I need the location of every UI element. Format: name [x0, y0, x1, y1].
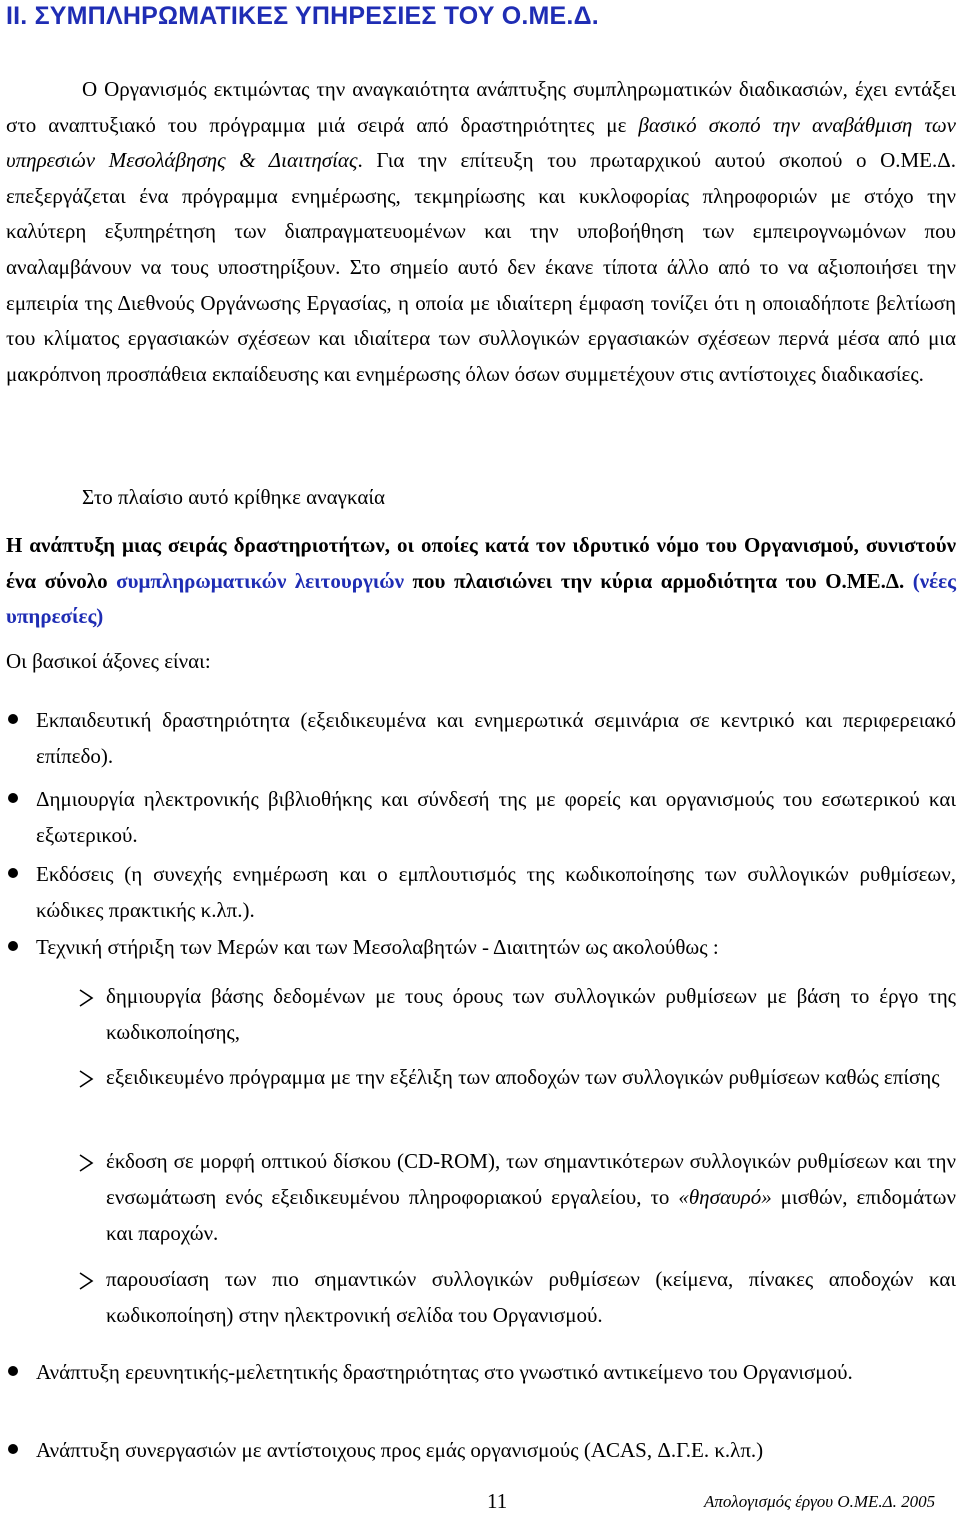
- arrow-bullet-icon: [78, 1271, 94, 1291]
- bullet-icon: [8, 1366, 18, 1376]
- list-item-research: Ανάπτυξη ερευνητικής-μελετητικής δραστηριότητας στο γνωστικό αντικείμενο του Οργανισμού.: [36, 1360, 853, 1384]
- list-item-library: Δημιουργία ηλεκτρονικής βιβλιοθήκης και σύνδεσή της με φορείς και οργανισμούς του εσωτερικού και εξωτερικού.: [36, 787, 956, 847]
- bullet-icon: [8, 941, 18, 951]
- subitem-database: δημιουργία βάσης δεδομένων με τους όρους των συλλογικών ρυθμίσεων με βάση το έργο της κωδικοποίησης,: [106, 984, 956, 1044]
- framework-line: Στο πλαίσιο αυτό κρίθηκε αναγκαία: [82, 485, 386, 509]
- bold-paragraph: [6, 528, 956, 635]
- intro-paragraph: [6, 72, 956, 392]
- intro-italic-text: βασικό σκοπό την αναβάθμιση των υπηρεσιών Μεσολάβησης & Διαιτησίας: [6, 112, 956, 173]
- section-heading: ΙΙ. ΣΥΜΠΛΗΡΩΜΑΤΙΚΕΣ ΥΠΗΡΕΣΙΕΣ ΤΟΥ Ο.ΜΕ.Δ.: [6, 2, 599, 30]
- new-services-highlight: (νέες υπηρεσίες): [6, 568, 956, 629]
- page-number: 11: [487, 1489, 508, 1513]
- bullet-icon: [8, 868, 18, 878]
- bullet-icon: [8, 793, 18, 803]
- subitem-program: εξειδικευμένο πρόγραμμα με την εξέλιξη των αποδοχών των συλλογικών ρυθμίσεων καθώς επίσης: [106, 1065, 940, 1089]
- bold-text-2: που πλαισιώνει την κύρια αρμοδιότητα του Ο.ΜΕ.Δ.: [404, 568, 913, 593]
- list-item-technical-support: Τεχνική στήριξη των Μερών και των Μεσολαβητών - Διαιτητών ως ακολούθως :: [36, 935, 719, 959]
- intro-text-2: . Για την επίτευξη του πρωταρχικού αυτού σκοπού ο Ο.ΜΕ.Δ. επεξεργάζεται ένα πρόγραμμα ενημέρωσης, τεκμηρίωσης και κυκλοφορίας πληροφοριών με στόχο την καλύτερη εξυπηρέτηση των διαπραγματευομένων και την υποβοήθηση των εμπειρογνωμόνων που αναλαμβάνουν να τους υποστηρίξουν. Στο σημείο αυτό δεν έκανε τίποτα άλλο από το να αξιοποιήσει την εμπειρία της Διεθνούς Οργάνωσης Εργασίας, η οποία με ιδιαίτερη έμφαση τονίζει ότι η οποιαδήποτε βελτίωση του κλίματος εργασιακών σχέσεων και ιδιαίτερα των συλλογικών εργασιακών σχέσεων περνά μέσα από μια μακρόπνοη προσπάθεια εκπαίδευσης και ενημέρωσης όλων όσων συμμετέχουν στις αντίστοιχες διαδικασίες.: [6, 148, 956, 386]
- supplementary-functions-highlight: συμπληρωματικών λειτουργιών: [116, 568, 405, 593]
- list-item-education: Εκπαιδευτική δραστηριότητα (εξειδικευμένα και ενημερωτικά σεμινάρια σε κεντρικό και περιφερειακό επίπεδο).: [36, 708, 956, 768]
- list-item-publications: Εκδόσεις (η συνεχής ενημέρωση και ο εμπλουτισμός της κωδικοποίησης των συλλογικών ρυθμίσεων, κώδικες πρακτικής κ.λπ.).: [36, 862, 956, 922]
- footer-report-title: Απολογισμός έργου Ο.ΜΕ.Δ. 2005: [704, 1492, 936, 1511]
- arrow-bullet-icon: [78, 1069, 94, 1089]
- subitem-cdrom-text-2: μισθών, επιδομάτων και παροχών.: [106, 1185, 956, 1245]
- bullet-icon: [8, 1444, 18, 1454]
- intro-text-1: Ο Οργανισμός εκτιμώντας την αναγκαιότητα ανάπτυξης συμπληρωματικών διαδικασιών, έχει εντάξει στο αναπτυξιακό του πρόγραμμα μιά σειρά από δραστηριότητες με: [6, 77, 956, 137]
- list-item-cooperation: Ανάπτυξη συνεργασιών με αντίστοιχους προς εμάς οργανισμούς (ACAS, Δ.Γ.Ε. κ.λπ.): [36, 1438, 764, 1462]
- arrow-bullet-icon: [78, 1153, 94, 1173]
- axes-label: Οι βασικοί άξονες είναι:: [6, 649, 211, 673]
- bullet-icon: [8, 714, 18, 724]
- subitem-cdrom-italic: «θησαυρό»: [678, 1185, 772, 1209]
- subitem-cdrom-text-1: έκδοση σε μορφή οπτικού δίσκου (CD-ROM), των σημαντικότερων συλλογικών ρυθμίσεων και την ενσωμάτωση ενός εξειδικευμένου πληροφοριακού εργαλείου, το: [106, 1149, 956, 1209]
- arrow-bullet-icon: [78, 988, 94, 1008]
- subitem-website: παρουσίαση των πιο σημαντικών συλλογικών ρυθμίσεων (κείμενα, πίνακες αποδοχών και κωδικοποίηση) στην ηλεκτρονική σελίδα του Οργανισμού.: [106, 1267, 956, 1327]
- bold-text-1: Η ανάπτυξη μιας σειράς δραστηριοτήτων, οι οποίες κατά τον ιδρυτικό νόμο του Οργανισμού, συνιστούν ένα σύνολο: [6, 533, 956, 593]
- subitem-cdrom: [106, 1143, 956, 1251]
